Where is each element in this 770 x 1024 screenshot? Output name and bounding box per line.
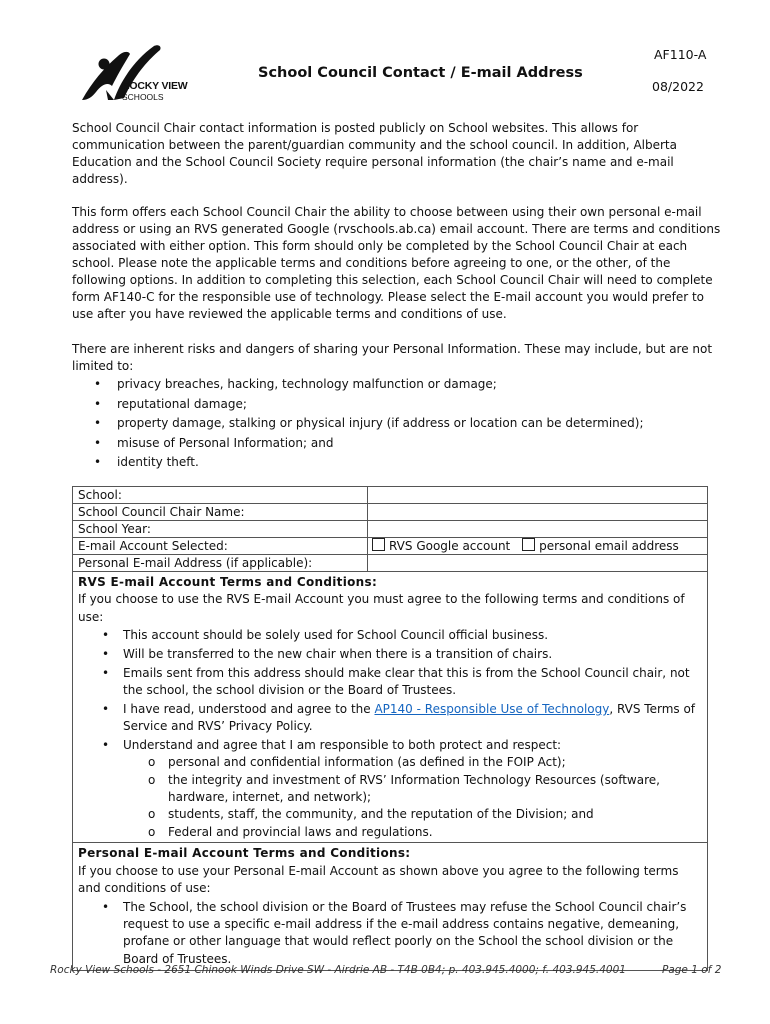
rvs-terms-intro: If you choose to use the RVS E-mail Account you must agree to the following terms and conditions of use: bbox=[78, 592, 685, 624]
account-selected-label: E-mail Account Selected: bbox=[73, 538, 368, 555]
personal-terms-list bbox=[78, 899, 702, 968]
school-field[interactable] bbox=[368, 487, 708, 504]
form-code: AF110-A bbox=[654, 47, 707, 62]
table-row bbox=[73, 843, 708, 970]
school-year-label: School Year: bbox=[73, 521, 368, 538]
table-row bbox=[73, 555, 708, 572]
footer-address: Rocky View Schools - 2651 Chinook Winds Drive SW - Airdrie AB - T4B 0B4; p. 403.945.4000; f. 403.945.4001 bbox=[50, 964, 626, 976]
list-item: • property damage, stalking or physical injury (if address or location can be determined); bbox=[72, 414, 722, 434]
rvs-terms-section bbox=[73, 572, 708, 843]
intro-paragraph-3: There are inherent risks and dangers of sharing your Personal Information. These may include, but are not limited to: bbox=[72, 342, 713, 373]
personal-email-field[interactable] bbox=[368, 555, 708, 572]
list-item bbox=[78, 701, 702, 736]
sub-list-item: o students, staff, the community, and the reputation of the Division; and bbox=[78, 806, 702, 823]
logo-subtext: SCHOOLS bbox=[122, 92, 164, 102]
rvs-terms-title: RVS E-mail Account Terms and Conditions: bbox=[78, 575, 378, 589]
terms-text: I have read, understood and agree to the bbox=[123, 702, 375, 717]
list-item: • misuse of Personal Information; and bbox=[72, 434, 722, 454]
rvs-terms-list bbox=[78, 627, 702, 841]
rvs-google-checkbox[interactable] bbox=[372, 538, 385, 551]
chair-name-field[interactable] bbox=[368, 504, 708, 521]
terms-text: , RVS Terms of Service and RVS’ Privacy Policy. bbox=[123, 702, 696, 734]
contact-form-table bbox=[72, 486, 708, 971]
table-row bbox=[73, 487, 708, 504]
table-row bbox=[73, 504, 708, 521]
personal-terms-intro: If you choose to use your Personal E-mail Account as shown above you agree to the following terms and conditions of use: bbox=[78, 863, 679, 896]
table-row bbox=[73, 538, 708, 555]
list-item: • Emails sent from this address should make clear that this is from the School Council chair, not the school, the school division or the Board of Trustees. bbox=[78, 665, 702, 700]
list-item: • The School, the school division or the Board of Trustees may refuse the School Council chair’s request to use a specific e-mail address if the e-mail address contains negative, demeaning, profane or other language that would reflect poorly on the School the school division or the Board of Trustees. bbox=[78, 899, 702, 968]
list-item bbox=[78, 737, 702, 841]
rvs-terms-sublist bbox=[123, 754, 702, 840]
logo-wordmark: ROCKY VIEW bbox=[122, 80, 188, 92]
sub-list-item: o personal and confidential information (as defined in the FOIP Act); bbox=[78, 754, 702, 771]
footer-page-number: Page 1 of 2 bbox=[662, 964, 722, 976]
form-date: 08/2022 bbox=[652, 79, 704, 94]
personal-email-option-label: personal email address bbox=[539, 539, 679, 553]
personal-terms-section bbox=[73, 843, 708, 970]
personal-email-label: Personal E-mail Address (if applicable): bbox=[73, 555, 368, 572]
list-item: • identity theft. bbox=[72, 453, 722, 473]
list-item: • reputational damage; bbox=[72, 395, 722, 415]
account-options-cell bbox=[368, 538, 708, 555]
terms-text: Understand and agree that I am responsible to both protect and respect: bbox=[123, 738, 562, 753]
page-title: School Council Contact / E-mail Address bbox=[258, 65, 583, 81]
rvs-google-option-label: RVS Google account bbox=[389, 539, 511, 553]
sub-list-item: o the integrity and investment of RVS’ Information Technology Resources (software, hardware, internet, and network); bbox=[78, 772, 702, 807]
intro-paragraph-1: School Council Chair contact information is posted publicly on School websites. This allows for communication between the parent/guardian community and the school council. In addition, Alberta Education and the School Council Society require personal information (the chair’s name and e-mail address). bbox=[72, 121, 677, 186]
rocky-view-schools-logo bbox=[78, 42, 198, 104]
list-item: • This account should be solely used for School Council official business. bbox=[78, 627, 702, 644]
sub-list-item: o Federal and provincial laws and regulations. bbox=[78, 824, 702, 841]
intro-paragraph-2: This form offers each School Council Chair the ability to choose between using their own personal e-mail address or using an RVS generated Google (rvschools.ab.ca) email account. There are terms and conditions associated with either option. This form should only be completed by the School Council Chair at each school. Please note the applicable terms and conditions before agreeing to one, or the other, of the following options. In addition to completing this selection, each School Council Chair will need to complete form AF140-C for the responsible use of technology. Please select the E-mail account you would prefer to use after you have reviewed the applicable terms and conditions of use. bbox=[72, 205, 721, 321]
personal-email-checkbox[interactable] bbox=[522, 538, 535, 551]
school-label: School: bbox=[73, 487, 368, 504]
ap140-link[interactable]: AP140 - Responsible Use of Technology bbox=[374, 702, 610, 717]
personal-terms-title: Personal E-mail Account Terms and Conditions: bbox=[78, 846, 411, 861]
list-item: • privacy breaches, hacking, technology malfunction or damage; bbox=[72, 375, 722, 395]
risks-list bbox=[72, 375, 722, 473]
table-row bbox=[73, 572, 708, 843]
school-year-field[interactable] bbox=[368, 521, 708, 538]
chair-name-label: School Council Chair Name: bbox=[73, 504, 368, 521]
table-row bbox=[73, 521, 708, 538]
list-item: • Will be transferred to the new chair when there is a transition of chairs. bbox=[78, 646, 702, 663]
